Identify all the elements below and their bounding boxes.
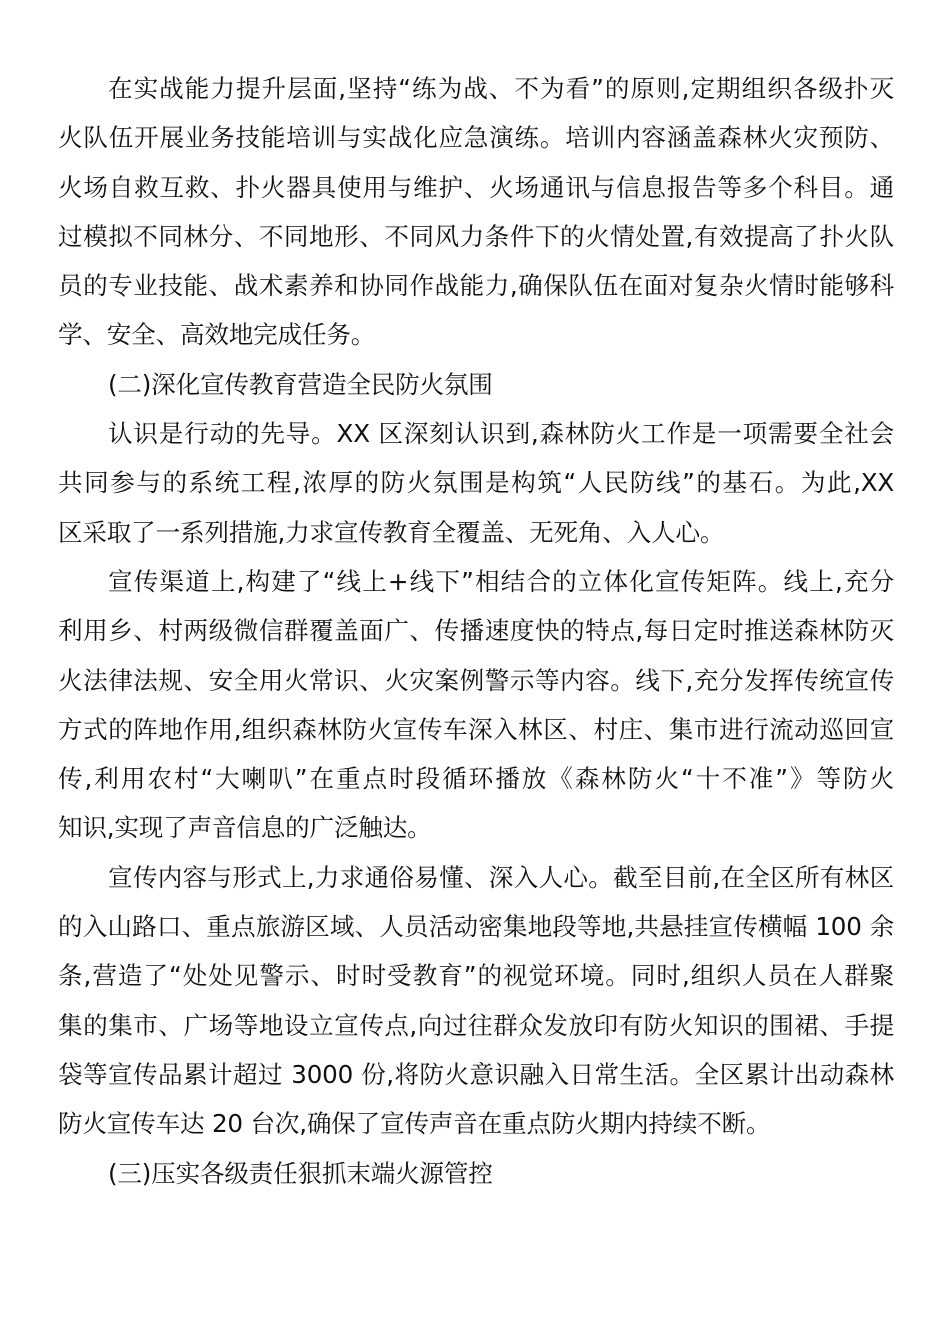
text-line: 员的专业技能、战术素养和协同作战能力,确保队伍在面对复杂火情时能够科 (58, 271, 894, 301)
text-line: 袋等宣传品累计超过 3000 份,将防火意识融入日常生活。全区累计出动森林 (58, 1059, 894, 1089)
text-line: 共同参与的系统工程,浓厚的防火氛围是构筑“人民防线”的基石。为此,XX (58, 468, 894, 498)
text-line: 宣传渠道上,构建了“线上+线下”相结合的立体化宣传矩阵。线上,充分 (108, 566, 894, 596)
heading-line: (二)深化宣传教育营造全民防火氛围 (108, 369, 493, 399)
text-line: 火队伍开展业务技能培训与实战化应急演练。培训内容涵盖森林火灾预防、 (58, 123, 894, 153)
text-line: 区采取了一系列措施,力求宣传教育全覆盖、无死角、入人心。 (58, 517, 725, 547)
text-line: 条,营造了“处处见警示、时时受教育”的视觉环境。同时,组织人员在人群聚 (58, 961, 894, 991)
paragraph-channels (58, 561, 894, 857)
text-line: 认识是行动的先导。XX 区深刻认识到,森林防火工作是一项需要全社会 (108, 419, 894, 449)
document-page (58, 68, 894, 1202)
text-line: 过模拟不同林分、不同地形、不同风力条件下的火情处置,有效提高了扑火队 (58, 221, 894, 251)
text-line: 利用乡、村两级微信群覆盖面广、传播速度快的特点,每日定时推送森林防灭 (58, 616, 894, 646)
section-heading-3 (58, 1153, 894, 1202)
text-line: 在实战能力提升层面,坚持“练为战、不为看”的原则,定期组织各级扑灭 (108, 74, 894, 103)
text-line: 学、安全、高效地完成任务。 (58, 320, 376, 350)
paragraph-training (58, 68, 894, 364)
paragraph-content-form (58, 857, 894, 1153)
text-line: 的入山路口、重点旅游区域、人员活动密集地段等地,共悬挂宣传横幅 100 余 (58, 912, 894, 942)
text-line: 传,利用农村“大喇叭”在重点时段循环播放《森林防火“十不准”》等防火 (58, 764, 894, 794)
text-line: 火法律法规、安全用火常识、火灾案例警示等内容。线下,充分发挥传统宣传 (58, 665, 894, 695)
text-line: 知识,实现了声音信息的广泛触达。 (58, 813, 432, 843)
text-line: 火场自救互救、扑火器具使用与维护、火场通讯与信息报告等多个科目。通 (58, 172, 894, 202)
section-heading-2 (58, 364, 894, 413)
text-line: 宣传内容与形式上,力求通俗易懂、深入人心。截至目前,在全区所有林区 (108, 862, 894, 892)
text-line: 方式的阵地作用,组织森林防火宣传车深入林区、村庄、集市进行流动巡回宣 (58, 714, 894, 744)
text-line: 防火宣传车达 20 台次,确保了宣传声音在重点防火期内持续不断。 (58, 1109, 771, 1139)
text-line: 集的集市、广场等地设立宣传点,向过往群众发放印有防火知识的围裙、手提 (58, 1010, 894, 1040)
paragraph-awareness (58, 413, 894, 561)
heading-line: (三)压实各级责任狠抓末端火源管控 (108, 1158, 493, 1188)
